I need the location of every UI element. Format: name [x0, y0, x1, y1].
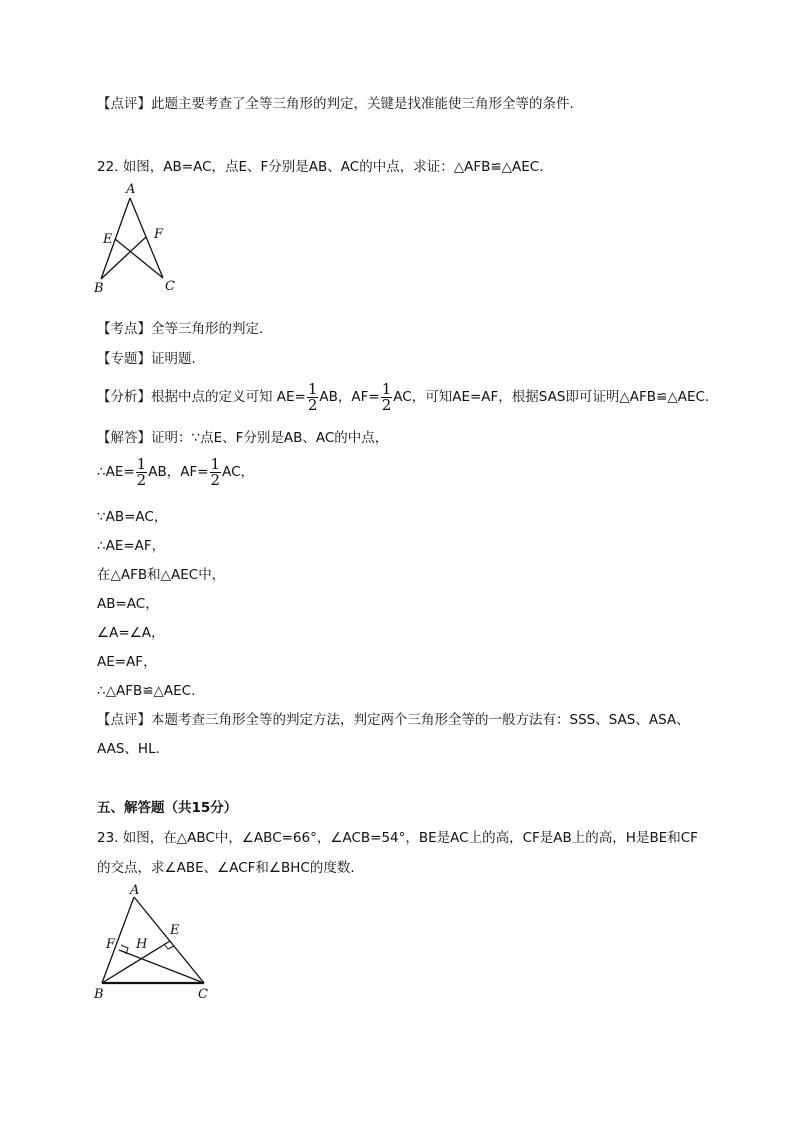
q22-stem: 22. 如图，AB=AC，点E、F分别是AB、AC的中点，求证：△AFB≌△AEC.: [97, 159, 544, 175]
review-previous: 【点评】此题主要考查了全等三角形的判定，关键是找准能使三角形全等的条件.: [97, 96, 574, 112]
q22-step6: ∠A=∠A，: [97, 625, 165, 641]
q22-answer-head: 【解答】证明：∵点E、F分别是AB、AC的中点，: [97, 430, 389, 446]
q22-review-line1: 【点评】本题考查三角形全等的判定方法，判定两个三角形全等的一般方法有：SSS、SAS、ASA、: [97, 712, 690, 728]
q22-step5: AB=AC，: [97, 596, 159, 612]
q23-label-e: E: [170, 923, 180, 938]
q22-kaodian: 【考点】全等三角形的判定.: [97, 321, 264, 337]
q22-label-e: E: [103, 232, 113, 247]
q22-label-a: A: [126, 182, 136, 197]
q22-figure: [90, 180, 185, 295]
q22-step8: ∴△AFB≌△AEC.: [97, 683, 196, 699]
q22-label-f: F: [154, 227, 164, 242]
fraction-one-half: $\frac{1}{2}$: [210, 454, 221, 489]
q23-label-a: A: [130, 883, 140, 898]
q23-figure: [90, 880, 215, 1005]
q23-label-h: H: [136, 937, 148, 952]
fraction-one-half: $\frac{1}{2}$: [136, 454, 147, 489]
q22-analysis: 【分析】根据中点的定义可知 AE= $\frac{1}{2}$ AB，AF= $\frac{1}{2}$ AC，可知AE=AF，根据SAS即可证明△AFB≌△AEC.: [97, 379, 710, 414]
q22-label-b: B: [94, 281, 104, 295]
q22-step2: ∵AB=AC，: [97, 509, 168, 525]
section-heading: 五、解答题（共15分）: [97, 800, 238, 816]
q22-step3: ∴AE=AF，: [97, 538, 166, 554]
q23-label-c: C: [198, 987, 208, 1002]
q22-step1: ∴AE= $\frac{1}{2}$ AB，AF= $\frac{1}{2}$ AC，: [97, 454, 255, 489]
q23-stem-line2: 的交点，求∠ABE、∠ACF和∠BHC的度数.: [97, 860, 355, 876]
q23-label-f: F: [106, 937, 116, 952]
q22-review-line2: AAS、HL.: [97, 741, 160, 757]
fraction-one-half: $\frac{1}{2}$: [381, 379, 392, 414]
q23-stem-line1: 23. 如图，在△ABC中，∠ABC=66°，∠ACB=54°，BE是AC上的高，CF是AB上的高，H是BE和CF: [97, 830, 698, 846]
q22-step7: AE=AF，: [97, 654, 157, 670]
q22-label-c: C: [165, 279, 175, 294]
fraction-one-half: $\frac{1}{2}$: [307, 379, 318, 414]
q22-zhuanti: 【专题】证明题.: [97, 351, 196, 367]
q22-step4: 在△AFB和△AEC中，: [97, 567, 226, 583]
q23-label-b: B: [94, 987, 104, 1002]
